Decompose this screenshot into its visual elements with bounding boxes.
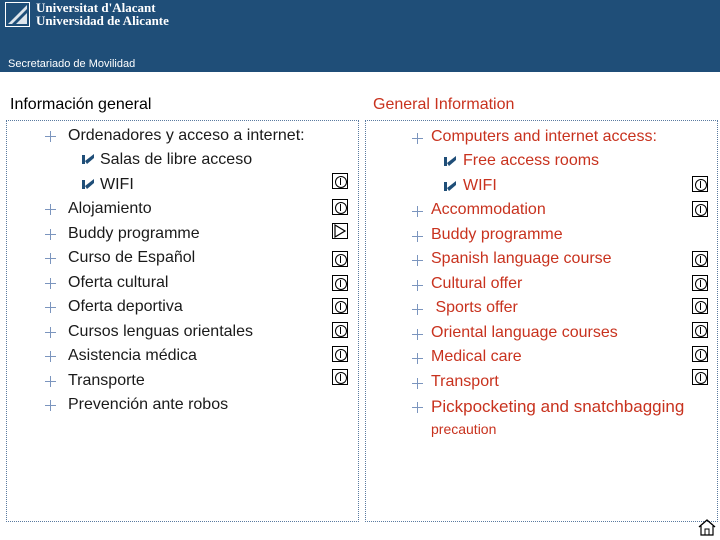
list-item[interactable]: Asistencia médica [68, 347, 197, 364]
university-name-spanish: Universidad de Alicante [36, 13, 169, 28]
bullet-cross-icon [412, 255, 423, 266]
list-item-continuation[interactable]: precaution [431, 421, 497, 437]
arrow-bullet-icon [444, 155, 457, 166]
info-button-icon[interactable] [332, 346, 348, 362]
list-item[interactable]: Medical care [431, 348, 522, 365]
list-item[interactable]: Oferta deportiva [68, 298, 183, 315]
bullet-cross-icon [45, 229, 56, 240]
info-button-icon[interactable] [692, 322, 708, 338]
list-item[interactable]: Salas de libre acceso [100, 151, 253, 168]
bullet-cross-icon [45, 204, 56, 215]
info-button-icon[interactable] [692, 176, 708, 192]
bullet-cross-icon [412, 304, 423, 315]
university-name-valencian: Universitat d'Alacant [36, 0, 156, 15]
bullet-cross-icon [412, 402, 423, 413]
list-item[interactable]: WIFI [463, 177, 497, 194]
university-logo-icon [5, 2, 30, 27]
bullet-cross-icon [45, 253, 56, 264]
info-button-icon[interactable] [332, 369, 348, 385]
bullet-cross-icon [45, 351, 56, 362]
list-item[interactable]: Spanish language course [431, 250, 612, 267]
info-button-icon[interactable] [692, 201, 708, 217]
list-item[interactable]: WIFI [100, 176, 134, 193]
list-item[interactable]: Accommodation [431, 201, 546, 218]
bullet-cross-icon [45, 302, 56, 313]
bullet-cross-icon [412, 280, 423, 291]
info-button-icon[interactable] [332, 298, 348, 314]
list-item: Computers and internet access: [431, 128, 657, 145]
info-button-icon[interactable] [332, 322, 348, 338]
info-button-icon[interactable] [332, 275, 348, 291]
heading-spanish: Información general [10, 96, 152, 113]
list-item[interactable]: Prevención ante robos [68, 396, 229, 413]
bullet-cross-icon [412, 329, 423, 340]
info-button-icon[interactable] [692, 298, 708, 314]
spanish-panel [6, 120, 359, 522]
department-label: Secretariado de Movilidad [8, 58, 136, 70]
bullet-cross-icon [412, 231, 423, 242]
list-item[interactable]: Buddy programme [431, 226, 563, 243]
bullet-cross-icon [45, 131, 56, 142]
play-button-icon[interactable] [332, 223, 348, 239]
list-item[interactable]: Sports offer [431, 299, 518, 316]
bullet-cross-icon [45, 327, 56, 338]
header-banner [0, 0, 720, 72]
home-icon[interactable] [698, 519, 716, 536]
list-item[interactable]: Curso de Español [68, 249, 196, 266]
list-item[interactable]: Buddy programme [68, 225, 200, 242]
info-button-icon[interactable] [332, 251, 348, 267]
list-item[interactable]: Cultural offer [431, 275, 523, 292]
english-panel [365, 120, 718, 522]
list-item[interactable]: Oriental language courses [431, 324, 618, 341]
bullet-cross-icon [45, 376, 56, 387]
list-item[interactable]: Free access rooms [463, 152, 600, 169]
list-item[interactable]: Cursos lenguas orientales [68, 323, 253, 340]
bullet-cross-icon [412, 206, 423, 217]
info-button-icon[interactable] [332, 173, 348, 189]
list-item[interactable]: Alojamiento [68, 200, 152, 217]
info-button-icon[interactable] [692, 251, 708, 267]
info-button-icon[interactable] [692, 275, 708, 291]
arrow-bullet-icon [82, 153, 95, 164]
bullet-cross-icon [45, 400, 56, 411]
info-button-icon[interactable] [692, 369, 708, 385]
list-item[interactable]: Pickpocketing and snatchbagging [431, 397, 685, 416]
bullet-cross-icon [412, 133, 423, 144]
arrow-bullet-icon [82, 178, 95, 189]
heading-english: General Information [373, 96, 515, 113]
arrow-bullet-icon [444, 180, 457, 191]
list-item[interactable]: Transport [431, 373, 499, 390]
list-item[interactable]: Oferta cultural [68, 274, 169, 291]
bullet-cross-icon [412, 378, 423, 389]
bullet-cross-icon [412, 353, 423, 364]
info-button-icon[interactable] [332, 199, 348, 215]
info-button-icon[interactable] [692, 346, 708, 362]
list-item: Ordenadores y acceso a internet: [68, 127, 305, 144]
list-item[interactable]: Transporte [68, 372, 145, 389]
bullet-cross-icon [45, 278, 56, 289]
